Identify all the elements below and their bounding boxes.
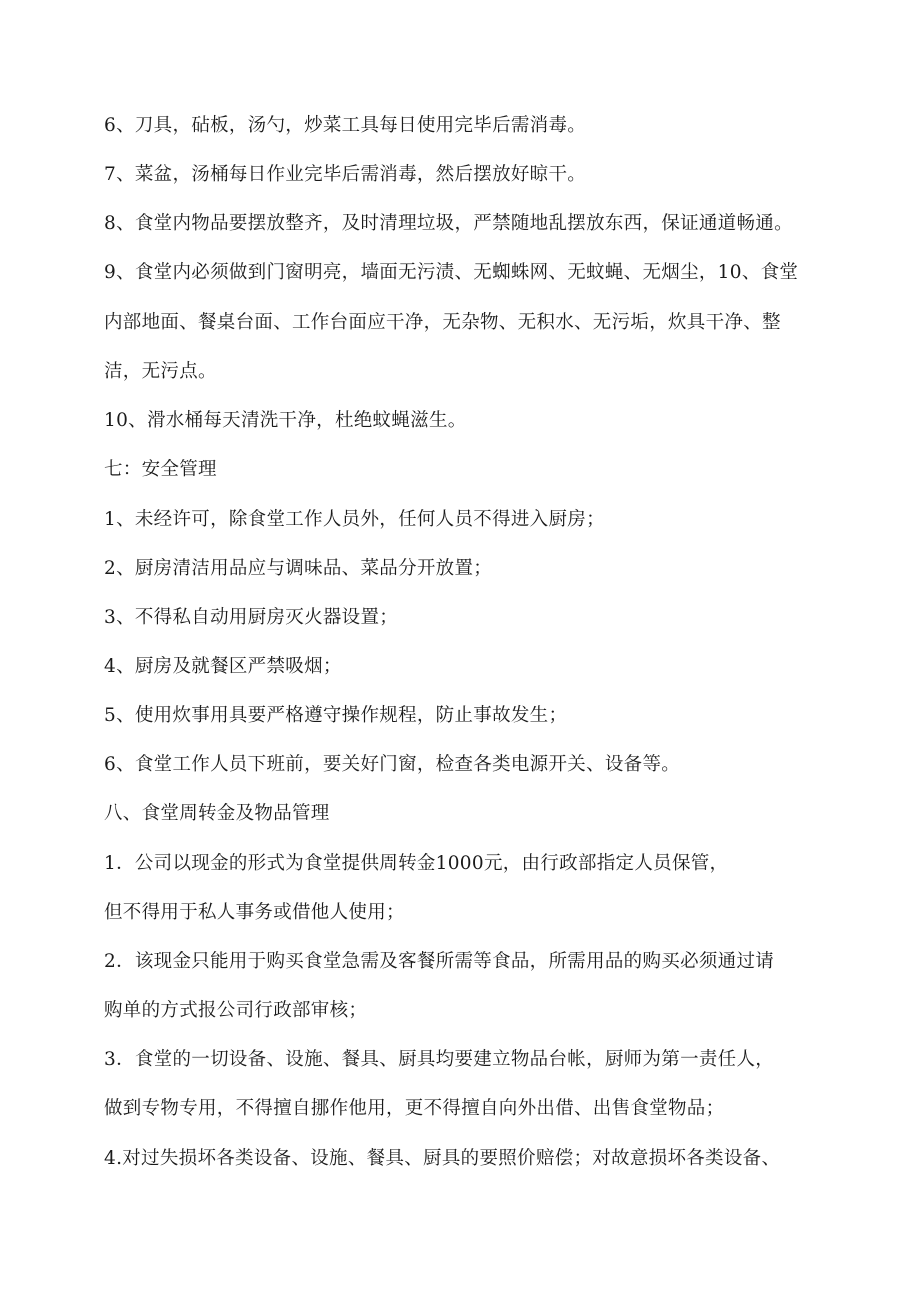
text-line: 1．公司以现金的形式为食堂提供周转金1000元，由行政部指定人员保管， xyxy=(104,853,729,874)
text-line: 9、食堂内必须做到门窗明亮，墙面无污渍、无蜘蛛网、无蚊蝇、无烟尘，10、食堂 xyxy=(104,262,799,283)
text-line: 4、厨房及就餐区严禁吸烟； xyxy=(104,656,342,677)
text-line: 3．食堂的一切设备、设施、餐具、厨具均要建立物品台帐，厨师为第一责任人， xyxy=(104,1049,775,1070)
text-line: 2．该现金只能用于购买食堂急需及客餐所需等食品，所需用品的购买必须通过请 xyxy=(104,951,775,972)
text-line: 洁，无污点。 xyxy=(104,361,217,382)
text-line: 购单的方式报公司行政部审核； xyxy=(104,1000,368,1021)
text-line: 但不得用于私人事务或借他人使用； xyxy=(104,902,405,923)
text-line: 6、刀具，砧板，汤勺，炒菜工具每日使用完毕后需消毒。 xyxy=(104,115,587,136)
text-line: 2、厨房清洁用品应与调味品、菜品分开放置； xyxy=(104,558,493,579)
text-line: 1、未经许可，除食堂工作人员外，任何人员不得进入厨房； xyxy=(104,509,605,530)
text-line: 3、不得私自动用厨房灭火器设置； xyxy=(104,607,399,628)
text-line: 4.对过失损坏各类设备、设施、餐具、厨具的要照价赔偿；对故意损坏各类设备、 xyxy=(104,1148,781,1169)
section-heading-funds: 八、食堂周转金及物品管理 xyxy=(104,803,330,824)
section-heading-safety: 七：安全管理 xyxy=(104,459,217,480)
text-line: 7、菜盆，汤桶每日作业完毕后需消毒，然后摆放好晾干。 xyxy=(104,164,587,185)
text-line: 内部地面、餐桌台面、工作台面应干净，无杂物、无积水、无污垢，炊具干净、整 xyxy=(104,312,781,333)
text-line: 做到专物专用，不得擅自挪作他用，更不得擅自向外出借、出售食堂物品； xyxy=(104,1098,725,1119)
text-line: 6、食堂工作人员下班前，要关好门窗，检查各类电源开关、设备等。 xyxy=(104,754,681,775)
text-line: 10、滑水桶每天清洗干净，杜绝蚊蝇滋生。 xyxy=(104,410,467,431)
text-line: 8、食堂内物品要摆放整齐，及时清理垃圾，严禁随地乱摆放东西，保证通道畅通。 xyxy=(104,213,793,234)
text-line: 5、使用炊事用具要严格遵守操作规程，防止事故发生； xyxy=(104,705,568,726)
